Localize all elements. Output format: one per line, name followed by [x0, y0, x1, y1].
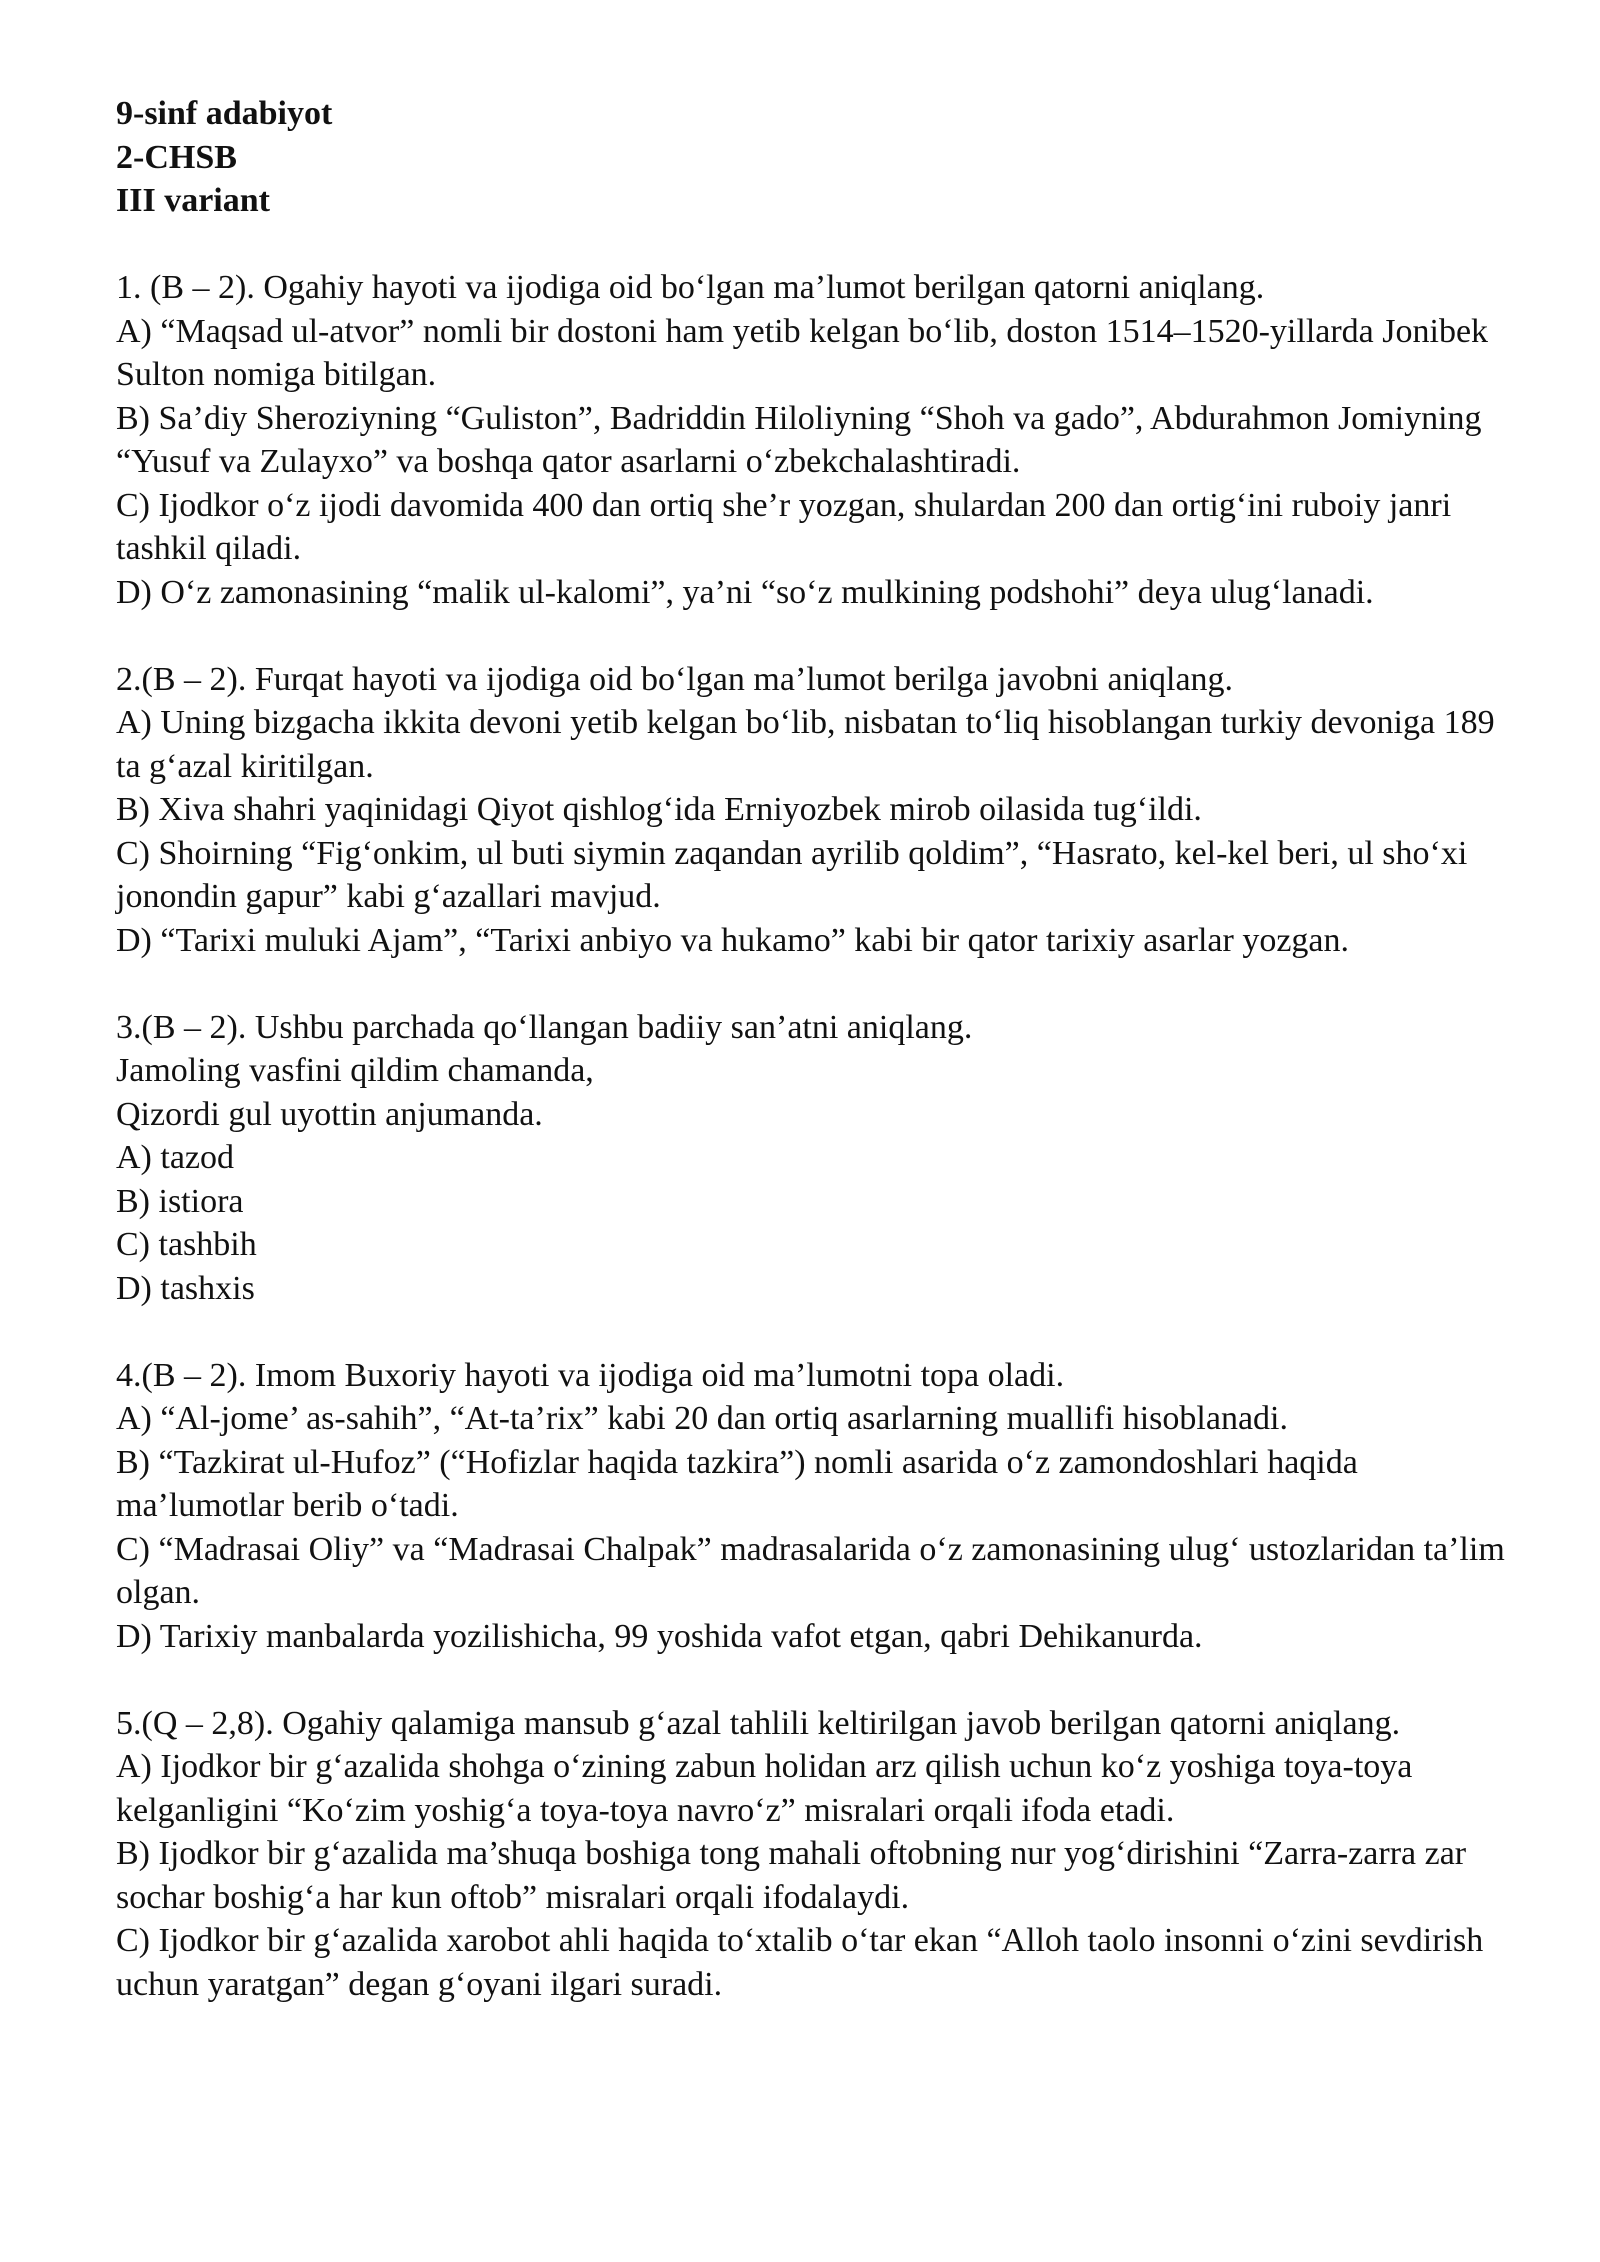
answer-option-d: D) “Tarixi muluki Ajam”, “Tarixi anbiyo va hukamo” kabi bir qator tarixiy asarlar yozgan.	[116, 921, 1349, 959]
question-3	[116, 1006, 1516, 1311]
verse-line: Jamoling vasfini qildim chamanda,	[116, 1052, 594, 1089]
answer-option-d: D) tashxis	[116, 1269, 255, 1307]
document-header	[116, 92, 1516, 223]
subject-title: 9-sinf adabiyot	[116, 95, 333, 132]
answer-option-d: D) Tarixiy manbalarda yozilishicha, 99 yoshida vafot etgan, qabri Dehikanurda.	[116, 1617, 1203, 1655]
variant-label: III variant	[116, 182, 270, 219]
answer-option-a: A) Uning bizgacha ikkita devoni yetib kelgan bo‘lib, nisbatan to‘liq hisoblangan turkiy devoniga 189 ta g‘azal kiritilgan.	[116, 704, 1495, 785]
answer-option-a: A) “Al-jome’ as-sahih”, “At-ta’rix” kabi 20 dan ortiq asarlarning muallifi hisoblanadi.	[116, 1400, 1288, 1437]
answer-option-b: B) “Tazkirat ul-Hufoz” (“Hofizlar haqida tazkira”) nomli asarida o‘z zamondoshlari haqida ma’lumotlar berib o‘tadi.	[116, 1443, 1358, 1524]
answer-option-c: C) “Madrasai Oliy” va “Madrasai Chalpak” madrasalarida o‘z zamonasining ulug‘ ustozlaridan ta’lim olgan.	[116, 1530, 1505, 1611]
document-page	[116, 92, 1516, 2006]
question-2	[116, 658, 1516, 963]
answer-option-b: B) istiora	[116, 1182, 244, 1220]
answer-option-d: D) O‘z zamonasining “malik ul-kalomi”, ya’ni “so‘z mulkining podshohi” deya ulug‘lanadi.	[116, 573, 1374, 611]
assessment-code: 2-CHSB	[116, 138, 237, 176]
answer-option-c: C) Shoirning “Fig‘onkim, ul buti siymin zaqandan ayrilib qoldim”, “Hasrato, kel-kel beri, ul sho‘xi jonondin gapur” kabi g‘azallari mavjud.	[116, 834, 1468, 915]
answer-option-a: A) “Maqsad ul-atvor” nomli bir dostoni ham yetib kelgan bo‘lib, doston 1514–1520-yillarda Jonibek Sulton nomiga bitilgan.	[116, 312, 1489, 393]
answer-option-b: B) Ijodkor bir g‘azalida ma’shuqa boshiga tong mahali oftobning nur yog‘dirishini “Zarra-zarra zar sochar boshig‘a har kun oftob” misralari orqali ifodalaydi.	[116, 1835, 1467, 1916]
question-4	[116, 1354, 1516, 1659]
answer-option-a: A) tazod	[116, 1139, 235, 1176]
question-prompt: 1. (B – 2). Ogahiy hayoti va ijodiga oid bo‘lgan ma’lumot berilgan qatorni aniqlang.	[116, 269, 1265, 306]
question-prompt: 2.(B – 2). Furqat hayoti va ijodiga oid bo‘lgan ma’lumot berilga javobni aniqlang.	[116, 660, 1234, 698]
question-5	[116, 1702, 1516, 2007]
question-prompt: 5.(Q – 2,8). Ogahiy qalamiga mansub g‘azal tahlili keltirilgan javob berilgan qatorni aniqlang.	[116, 1704, 1401, 1742]
verse-line: Qizordi gul uyottin anjumanda.	[116, 1095, 543, 1133]
answer-option-b: B) Sa’diy Sheroziyning “Guliston”, Badriddin Hiloliyning “Shoh va gado”, Abdurahmon Jomiyning “Yusuf va Zulayxo” va boshqa qator asarlarni o‘zbekchalashtiradi.	[116, 399, 1482, 480]
answer-option-c: C) tashbih	[116, 1226, 257, 1263]
question-prompt: 3.(B – 2). Ushbu parchada qo‘llangan badiiy san’atni aniqlang.	[116, 1008, 973, 1046]
answer-option-a: A) Ijodkor bir g‘azalida shohga o‘zining zabun holidan arz qilish uchun ko‘z yoshiga toya-toya kelganligini “Ko‘zim yoshig‘a toya-toya navro‘z” misralari orqali ifoda etadi.	[116, 1748, 1413, 1829]
answer-option-c: C) Ijodkor bir g‘azalida xarobot ahli haqida to‘xtalib o‘tar ekan “Alloh taolo insonni o‘zini sevdirish uchun yaratgan” degan g‘oyani ilgari suradi.	[116, 1922, 1484, 2003]
question-prompt: 4.(B – 2). Imom Buxoriy hayoti va ijodiga oid ma’lumotni topa oladi.	[116, 1356, 1065, 1394]
question-1	[116, 266, 1516, 614]
answer-option-c: C) Ijodkor o‘z ijodi davomida 400 dan ortiq she’r yozgan, shulardan 200 dan ortig‘ini ruboiy janri tashkil qiladi.	[116, 486, 1452, 567]
answer-option-b: B) Xiva shahri yaqinidagi Qiyot qishlog‘ida Erniyozbek mirob oilasida tug‘ildi.	[116, 791, 1202, 828]
